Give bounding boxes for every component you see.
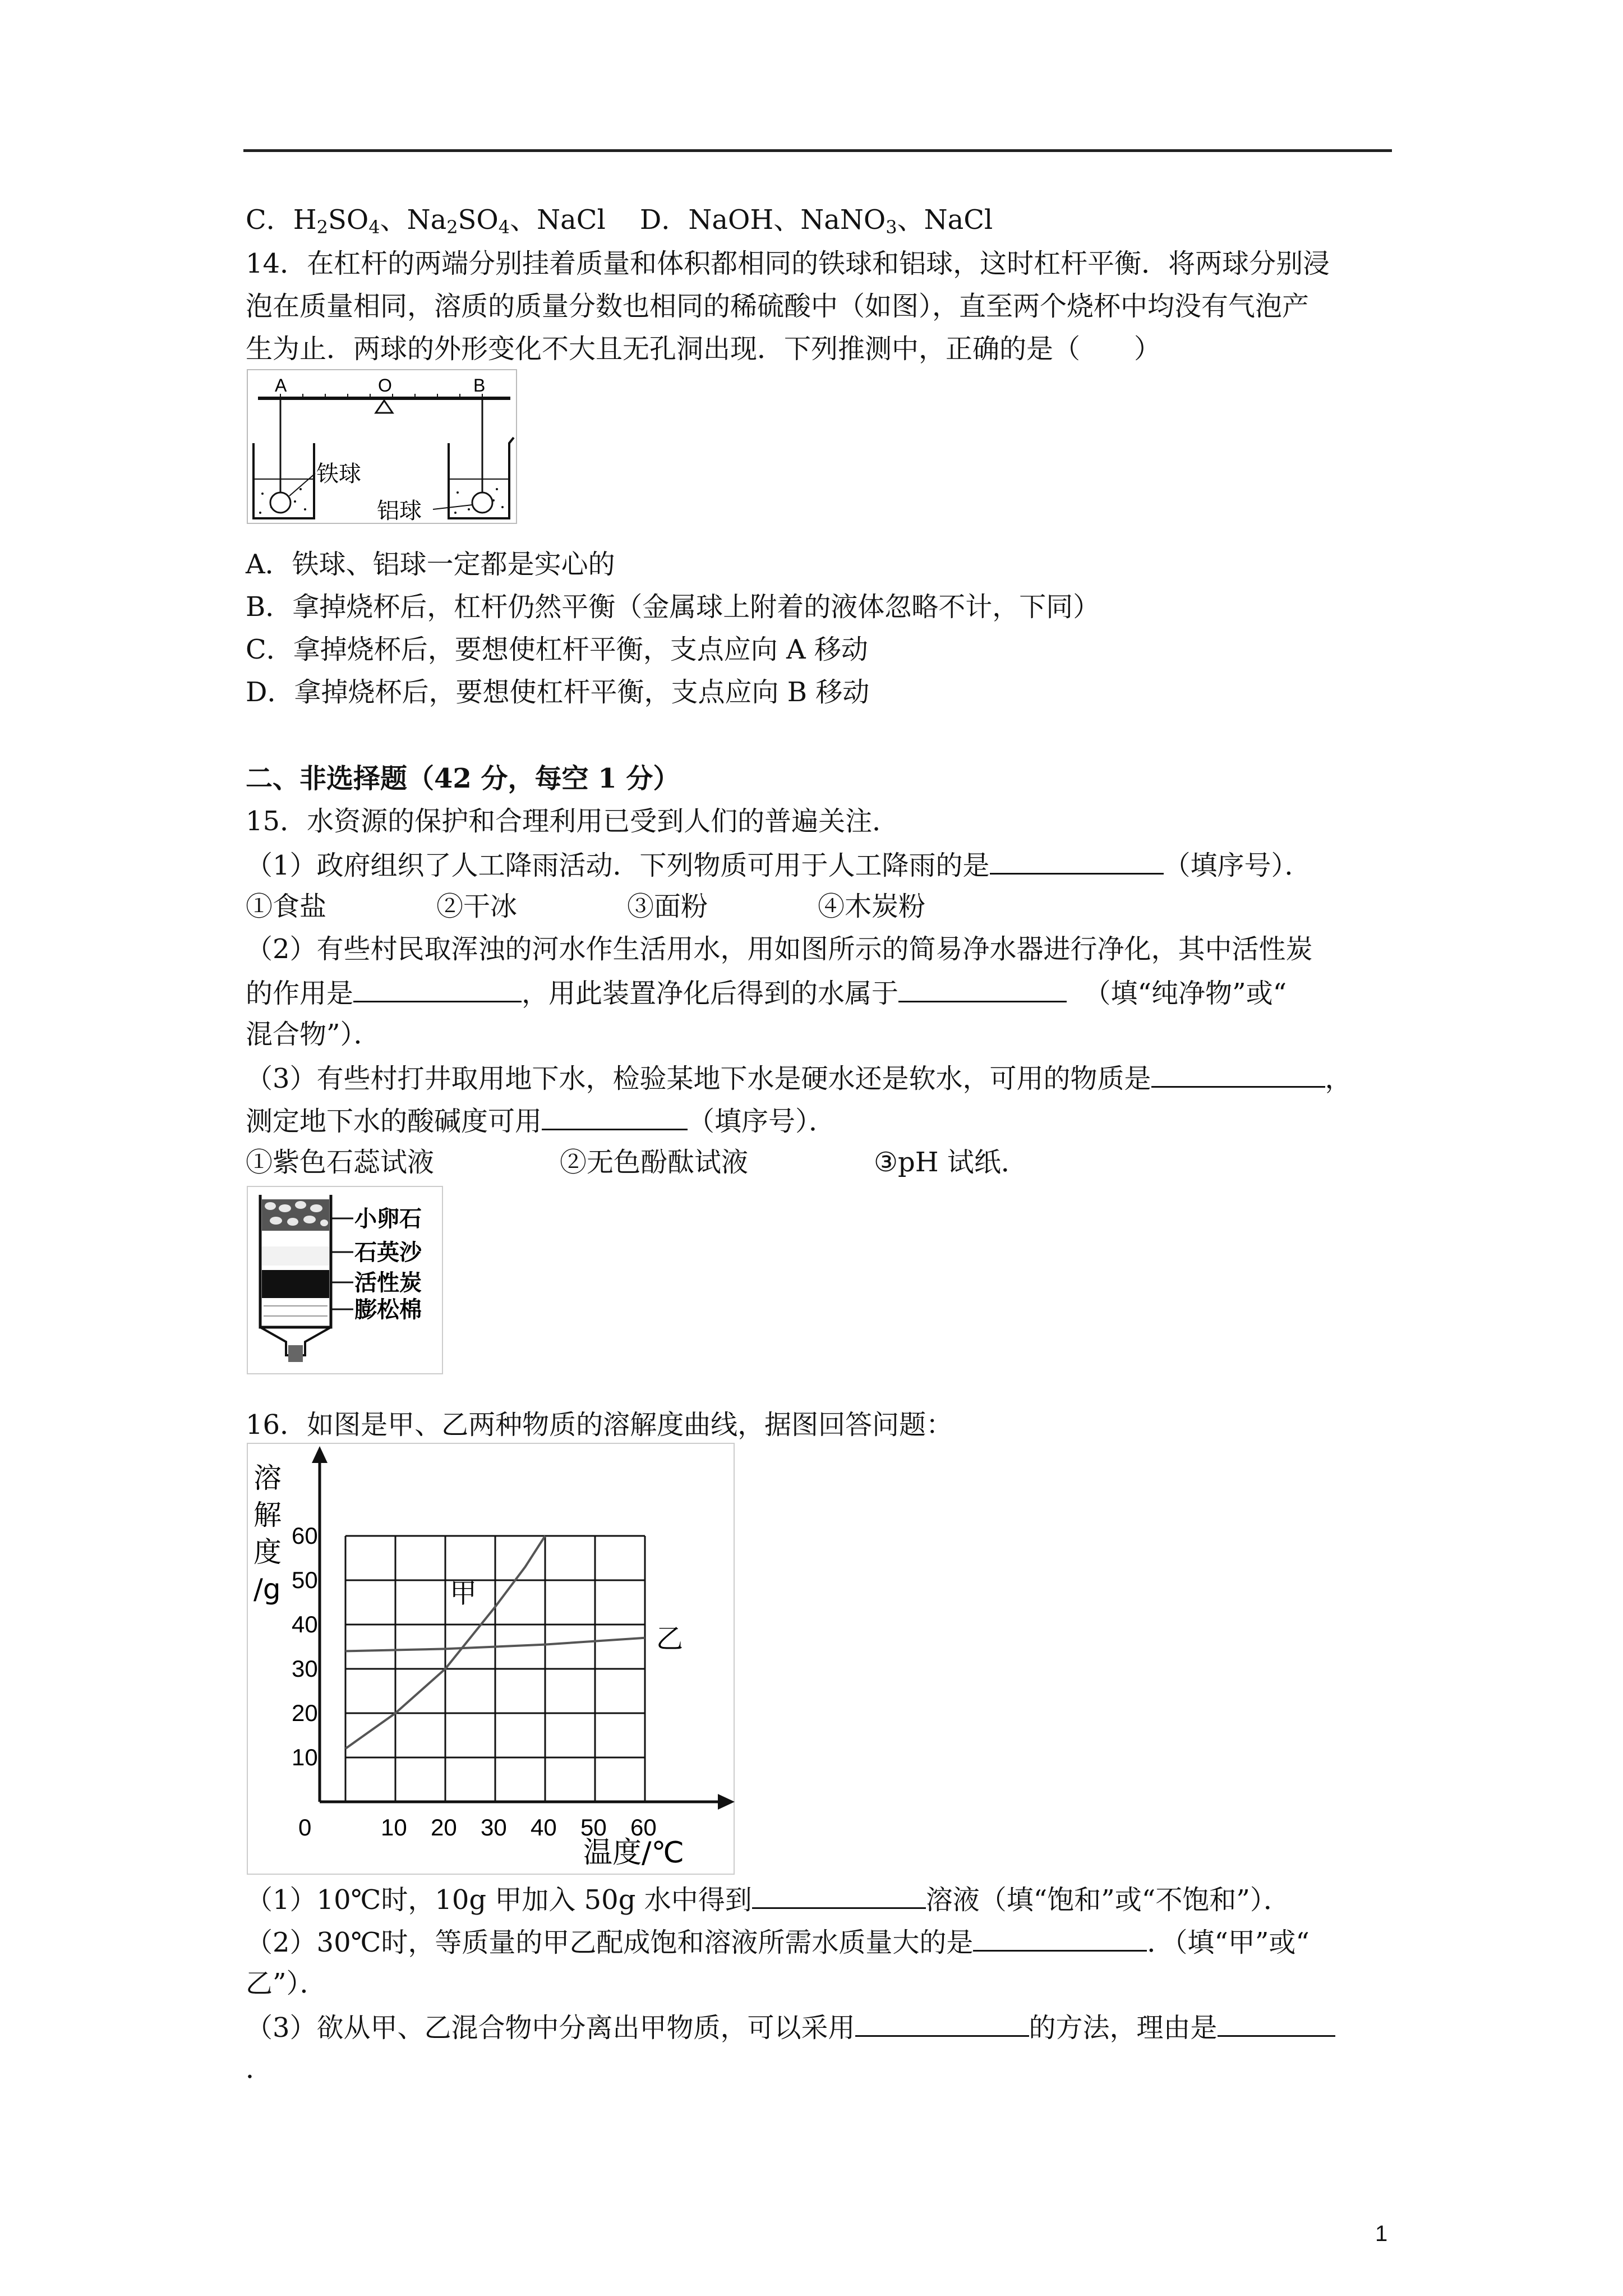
q15-part1: （1）政府组织了人工降雨活动．下列物质可用于人工降雨的是 （填序号）． bbox=[246, 847, 1312, 882]
q14-stem-line3: 生为止．两球的外形变化不大且无孔洞出现．下列推测中，正确的是（ ） bbox=[246, 333, 1161, 365]
solubility-chart bbox=[247, 1443, 735, 1875]
q16-part1: （1）10℃时，10g 甲加入 50g 水中得到 溶液（填“饱和”或“不饱和”）． bbox=[246, 1881, 1290, 1917]
answer-blank[interactable] bbox=[353, 975, 522, 1002]
aluminum-ball-label: 铝球 bbox=[377, 498, 422, 524]
answer-blank[interactable] bbox=[1218, 2009, 1335, 2037]
q16-part2-line2: 乙”）． bbox=[246, 1968, 327, 1999]
answer-blank[interactable] bbox=[542, 1103, 688, 1130]
q15-part3-line1: （3）有些村打井取用地下水，检验某地下水是硬水还是软水，可用的物质是 ， bbox=[246, 1060, 1352, 1096]
lever-label-a: A bbox=[275, 375, 287, 395]
lever-label-b: B bbox=[473, 375, 486, 395]
q13-options-cd: C．$H_2SO_4$、$Na_2SO_4$、NaCl D．NaOH、NaNO$_3$、NaCl bbox=[246, 204, 993, 238]
series-label-yi: 乙 bbox=[656, 1623, 684, 1655]
aluminum-ball-icon bbox=[472, 493, 492, 513]
x-axis-label: 温度/℃ bbox=[583, 1836, 684, 1870]
iron-ball-label: 铁球 bbox=[316, 461, 361, 487]
y-tick-label: 20 bbox=[292, 1700, 318, 1726]
q14-option-a: A．铁球、铝球一定都是实心的 bbox=[246, 549, 615, 580]
layer-label-pebbles: 小卵石 bbox=[354, 1206, 422, 1232]
x-tick-label: 40 bbox=[531, 1814, 557, 1841]
y-tick-label: 50 bbox=[292, 1567, 318, 1593]
layer-label-cotton: 膨松棉 bbox=[354, 1297, 422, 1323]
q14-option-d: D．拿掉烧杯后，要想使杠杆平衡，支点应向 B 移动 bbox=[246, 677, 870, 708]
y-tick-label: 10 bbox=[292, 1744, 318, 1770]
x-tick-label: 30 bbox=[481, 1814, 507, 1841]
iron-ball-icon bbox=[270, 493, 291, 513]
x-axis-arrow-icon bbox=[718, 1794, 735, 1810]
x-tick-label: 10 bbox=[381, 1814, 407, 1841]
y-tick-label: 60 bbox=[292, 1522, 318, 1549]
y-tick-labels bbox=[292, 1522, 318, 1770]
x-tick-label: 20 bbox=[431, 1814, 457, 1841]
lever-label-o: O bbox=[378, 375, 392, 395]
header-rule bbox=[243, 149, 1392, 152]
q15-stem: 15．水资源的保护和合理利用已受到人们的普遍关注． bbox=[246, 806, 900, 837]
lever-beakers-figure bbox=[247, 369, 517, 524]
q16-part3-line1: （3）欲从甲、乙混合物中分离出甲物质，可以采用 的方法，理由是 bbox=[246, 2009, 1335, 2045]
q15-part2-line1: （2）有些村民取浑浊的河水作生活用水，用如图所示的简易净水器进行净化，其中活性炭 bbox=[246, 933, 1313, 965]
q15-part3-line2: 测定地下水的酸碱度可用 （填序号）． bbox=[246, 1103, 836, 1138]
answer-blank[interactable] bbox=[855, 2009, 1029, 2037]
y-tick-label: 40 bbox=[292, 1611, 318, 1637]
answer-blank[interactable] bbox=[1151, 1060, 1325, 1088]
chart-grid bbox=[345, 1536, 645, 1802]
water-filter-figure bbox=[247, 1186, 443, 1374]
section-heading: 二、非选择题（42 分，每空 1 分） bbox=[246, 763, 680, 794]
layer-label-carbon: 活性炭 bbox=[354, 1270, 422, 1296]
y-tick-label: 30 bbox=[292, 1655, 318, 1682]
q14-option-b: B．拿掉烧杯后，杠杆仍然平衡（金属球上附着的液体忽略不计，下同） bbox=[246, 591, 1100, 623]
x-tick-label: 0 bbox=[298, 1814, 312, 1841]
q16-part3-line2: ． bbox=[246, 2053, 273, 2085]
q15-part1-options: ①食盐 ②干冰 ③面粉 ④木炭粉 bbox=[246, 891, 926, 922]
layer-label-sand: 石英沙 bbox=[354, 1240, 422, 1266]
q15-part3-options: ①紫色石蕊试液 ②无色酚酞试液 ③pH 试纸． bbox=[246, 1147, 1028, 1178]
answer-blank[interactable] bbox=[973, 1924, 1147, 1952]
x-tick-label: 50 bbox=[580, 1814, 607, 1841]
answer-blank[interactable] bbox=[990, 847, 1164, 875]
q14-stem-line1: 14．在杠杆的两端分别挂着质量和体积都相同的铁球和铝球，这时杠杆平衡．将两球分别浸 bbox=[246, 248, 1330, 279]
q14-option-c: C．拿掉烧杯后，要想使杠杆平衡，支点应向 A 移动 bbox=[246, 634, 868, 665]
series-label-jia: 甲 bbox=[450, 1577, 477, 1609]
q14-stem-line2: 泡在质量相同，溶质的质量分数也相同的稀硫酸中（如图），直至两个烧杯中均没有气泡产 bbox=[246, 291, 1310, 322]
answer-blank[interactable] bbox=[898, 975, 1067, 1002]
page-number: 1 bbox=[1375, 2221, 1388, 2246]
x-tick-label: 60 bbox=[630, 1814, 657, 1841]
answer-blank[interactable] bbox=[752, 1881, 926, 1909]
fulcrum-icon bbox=[376, 401, 393, 413]
y-axis-arrow-icon bbox=[312, 1446, 328, 1463]
y-axis-label: 溶解度/g bbox=[253, 1462, 282, 1605]
q16-part2-line1: （2）30℃时，等质量的甲乙配成饱和溶液所需水质量大的是 ．（填“甲”或“ bbox=[246, 1924, 1310, 1959]
q16-stem: 16．如图是甲、乙两种物质的溶解度曲线，据图回答问题： bbox=[246, 1409, 953, 1441]
q15-part2-line3: 混合物”）． bbox=[246, 1019, 381, 1050]
q15-part2-line2: 的作用是 ，用此装置净化后得到的水属于 （填“纯净物”或“ bbox=[246, 975, 1287, 1010]
